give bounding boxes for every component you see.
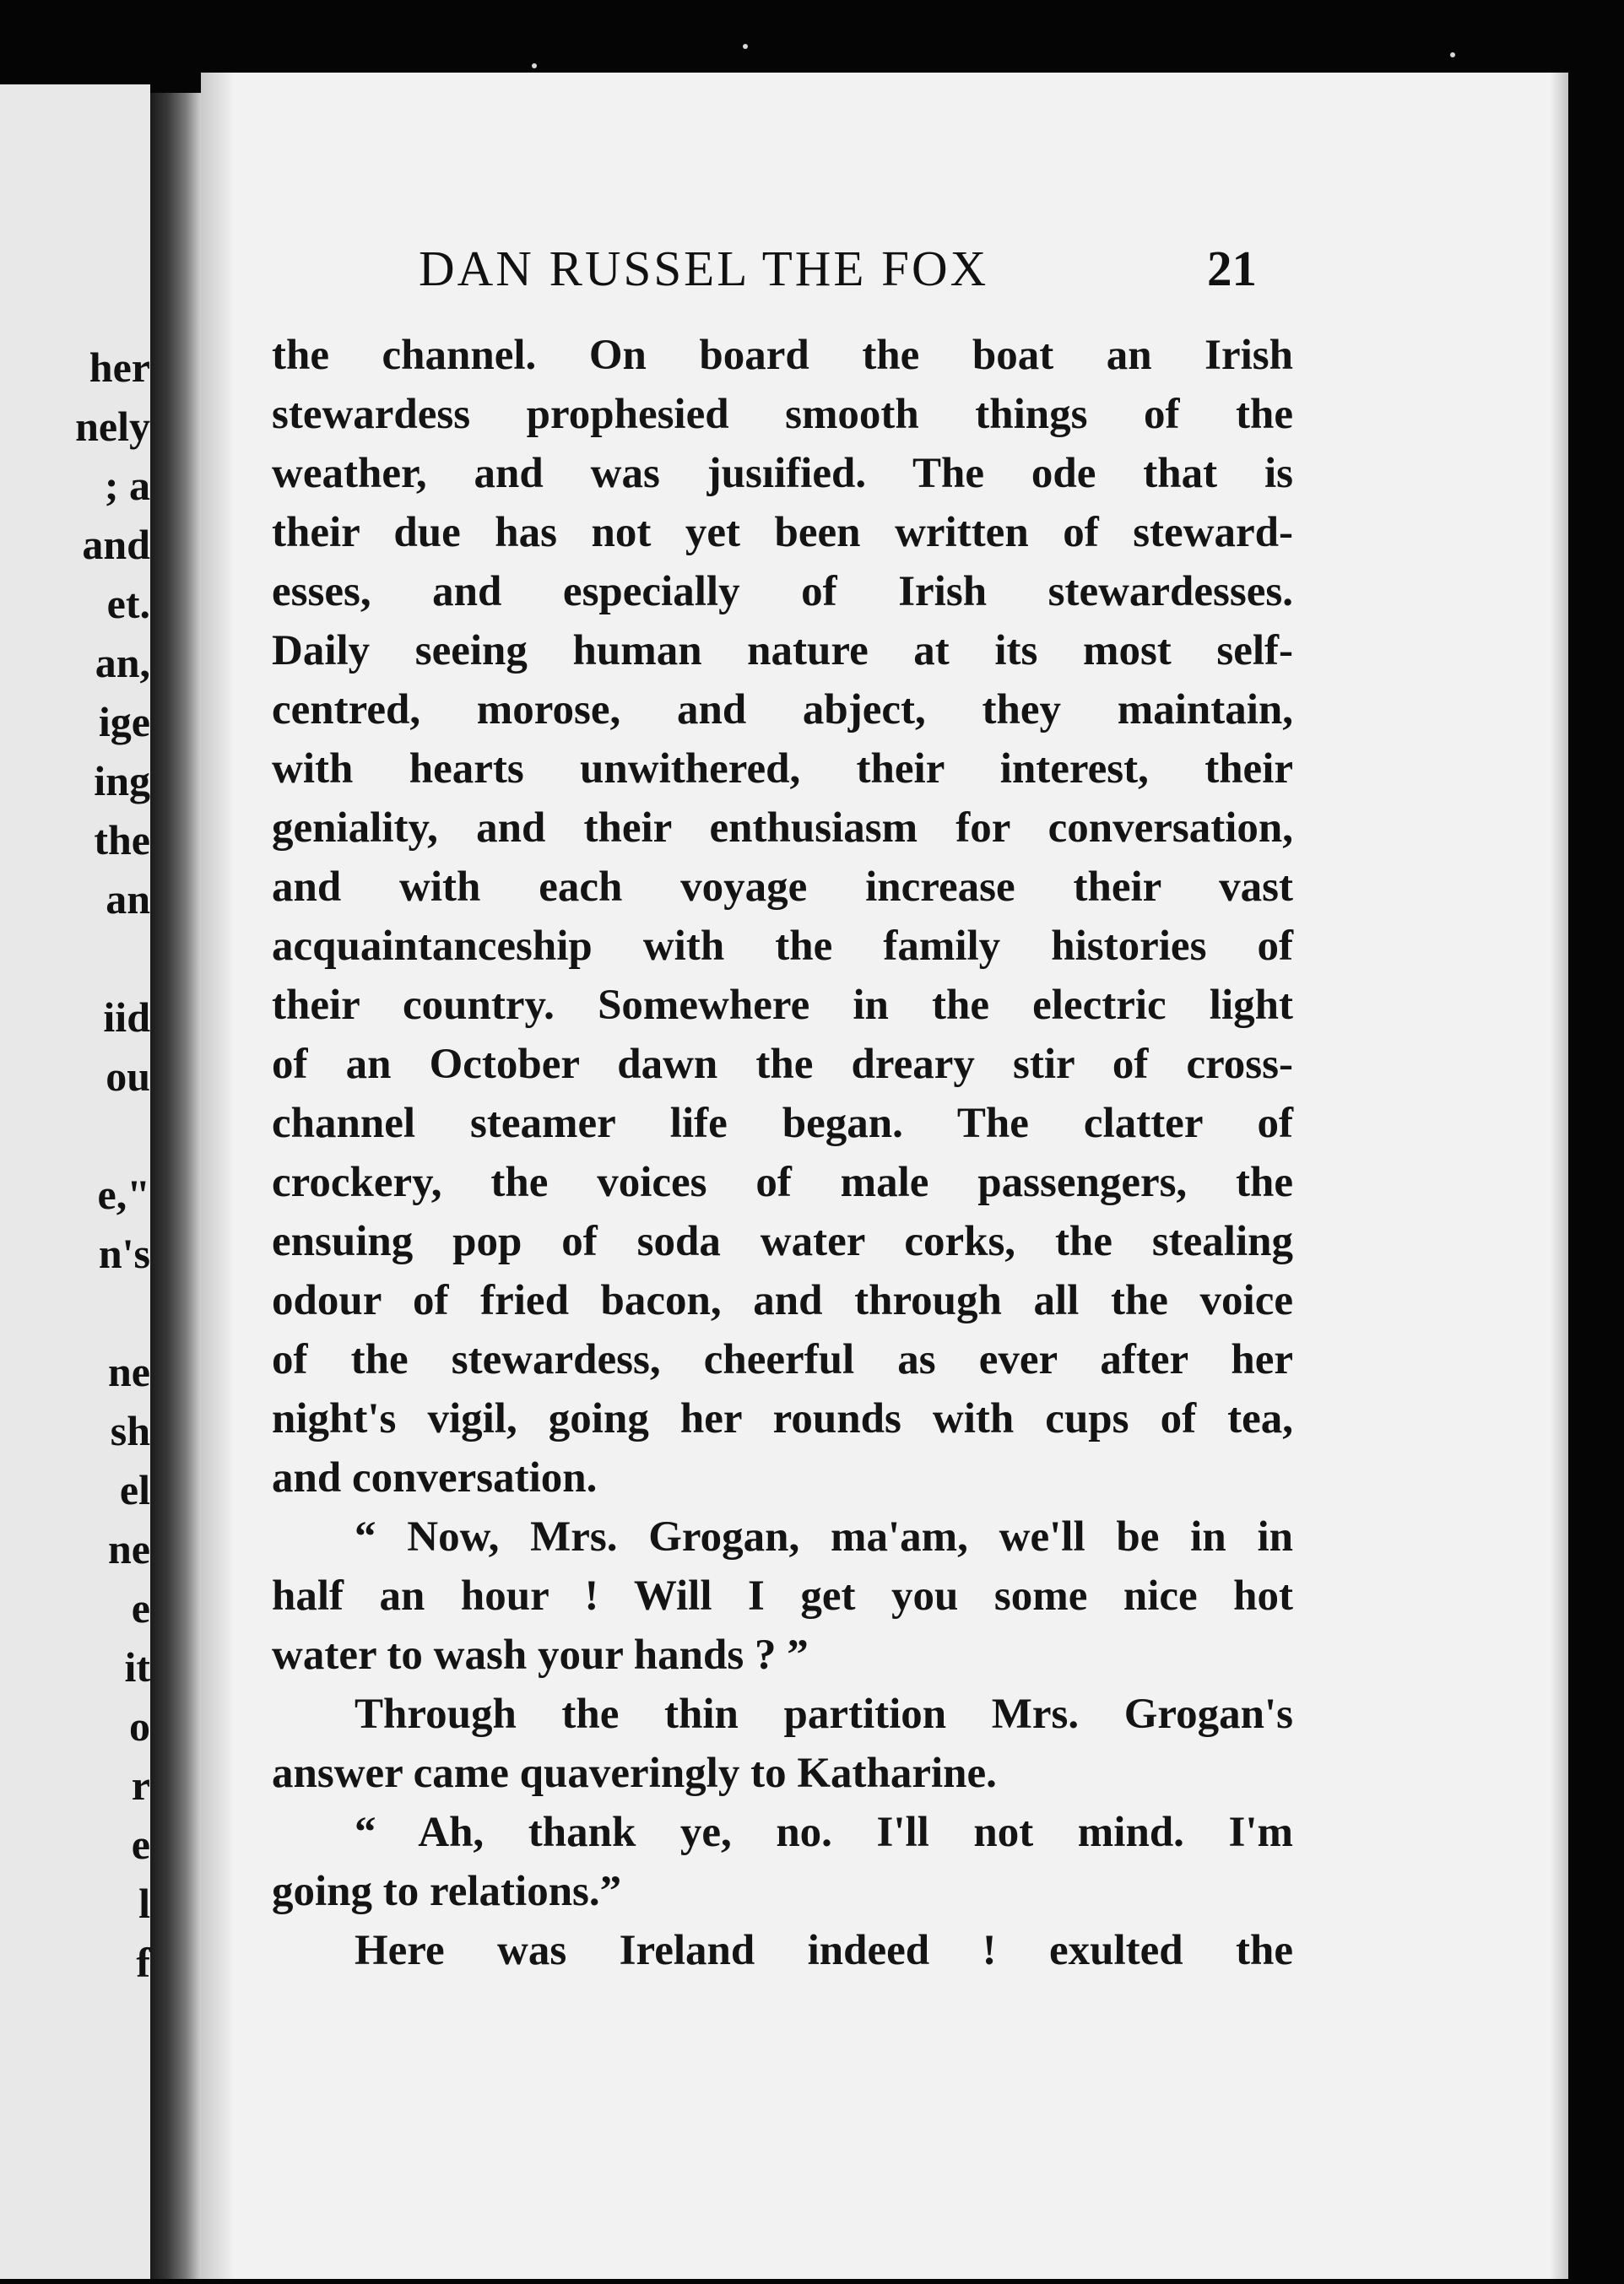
text-line: going to relations.”	[272, 1868, 622, 1915]
text-line: “ Now, Mrs. Grogan, ma'am, we'll be in in	[355, 1513, 1293, 1561]
text-line: half an hour ! Will I get you some nice hot	[272, 1572, 1293, 1620]
page-gutter-shadow	[201, 73, 235, 2279]
fragment-line: nely	[75, 403, 150, 450]
book-gutter	[150, 93, 201, 2279]
fragment-line: it	[124, 1643, 150, 1691]
book-page	[201, 73, 1568, 2279]
body-text	[272, 326, 1293, 1980]
fragment-line: and	[82, 521, 150, 568]
fragment-line: ige	[98, 698, 150, 745]
fragment-line: et.	[106, 580, 150, 627]
text-line: the channel. On board the boat an Irish	[272, 332, 1293, 379]
fragment-line: o	[129, 1702, 150, 1750]
scan-speck	[743, 44, 748, 49]
fragment-line: an,	[95, 639, 150, 686]
fragment-line: n's	[98, 1230, 150, 1277]
text-line: night's vigil, going her rounds with cups of tea,	[272, 1395, 1293, 1442]
fragment-line: sh	[110, 1407, 150, 1454]
fragment-line	[0, 1106, 150, 1165]
text-line: centred, morose, and abject, they maintain,	[272, 686, 1293, 733]
fragment-line: ne	[108, 1348, 150, 1395]
fragment-line: ; a	[104, 462, 150, 509]
fragment-line: ne	[108, 1525, 150, 1572]
scan-speck	[532, 63, 537, 68]
text-line: channel steamer life began. The clatter of	[272, 1100, 1293, 1147]
fragment-line: ing	[94, 757, 150, 804]
fragment-line: ou	[106, 1053, 150, 1100]
fragment-line: f	[136, 1939, 150, 1986]
text-line: of an October dawn the dreary stir of cross-	[272, 1041, 1293, 1088]
fragment-line: l	[138, 1880, 150, 1927]
text-line: Through the thin partition Mrs. Grogan's	[355, 1691, 1293, 1738]
text-line: their country. Somewhere in the electric light	[272, 982, 1293, 1029]
facing-page-left	[0, 84, 150, 2279]
text-line: and conversation.	[272, 1454, 598, 1502]
text-line: odour of fried bacon, and through all the voice	[272, 1277, 1293, 1324]
text-line: water to wash your hands ? ”	[272, 1632, 809, 1679]
text-line: esses, and especially of Irish stewardesses.	[272, 568, 1293, 615]
text-line: weather, and was jusıified. The ode that is	[272, 450, 1293, 497]
running-head: DAN RUSSEL THE FOX	[419, 241, 989, 296]
text-line: answer came quaveringly to Katharine.	[272, 1750, 997, 1797]
fragment-line	[0, 1283, 150, 1342]
fragment-line: e,"	[97, 1171, 150, 1218]
fragment-line: her	[89, 344, 150, 391]
text-line: “ Ah, thank ye, no. I'll not mind. I'm	[355, 1809, 1293, 1856]
text-line: stewardess prophesied smooth things of the	[272, 391, 1293, 438]
scan-speck	[1450, 52, 1455, 57]
text-line: their due has not yet been written of steward-	[272, 509, 1293, 556]
fragment-line: iid	[103, 993, 150, 1041]
fragment-line	[0, 928, 150, 988]
text-line: and with each voyage increase their vast	[272, 863, 1293, 911]
fragment-line: an	[106, 875, 150, 923]
facing-page-text-fragments	[0, 338, 150, 1992]
text-line: Daily seeing human nature at its most self-	[272, 627, 1293, 674]
text-line: geniality, and their enthusiasm for conversation,	[272, 804, 1293, 852]
fragment-line: r	[131, 1762, 150, 1809]
fragment-line: the	[94, 816, 150, 863]
fragment-line: e	[131, 1821, 150, 1868]
text-line: ensuing pop of soda water corks, the stealing	[272, 1218, 1293, 1265]
text-line: with hearts unwithered, their interest, their	[272, 745, 1293, 793]
text-line: of the stewardess, cheerful as ever after her	[272, 1336, 1293, 1383]
page-number: 21	[1207, 241, 1257, 296]
page-edge	[1550, 73, 1568, 2279]
fragment-line: e	[131, 1584, 150, 1632]
text-line: crockery, the voices of male passengers, the	[272, 1159, 1293, 1206]
text-line: acquaintanceship with the family histories of	[272, 923, 1293, 970]
fragment-line: el	[119, 1466, 150, 1513]
text-line: Here was Ireland indeed ! exulted the	[355, 1927, 1293, 1974]
